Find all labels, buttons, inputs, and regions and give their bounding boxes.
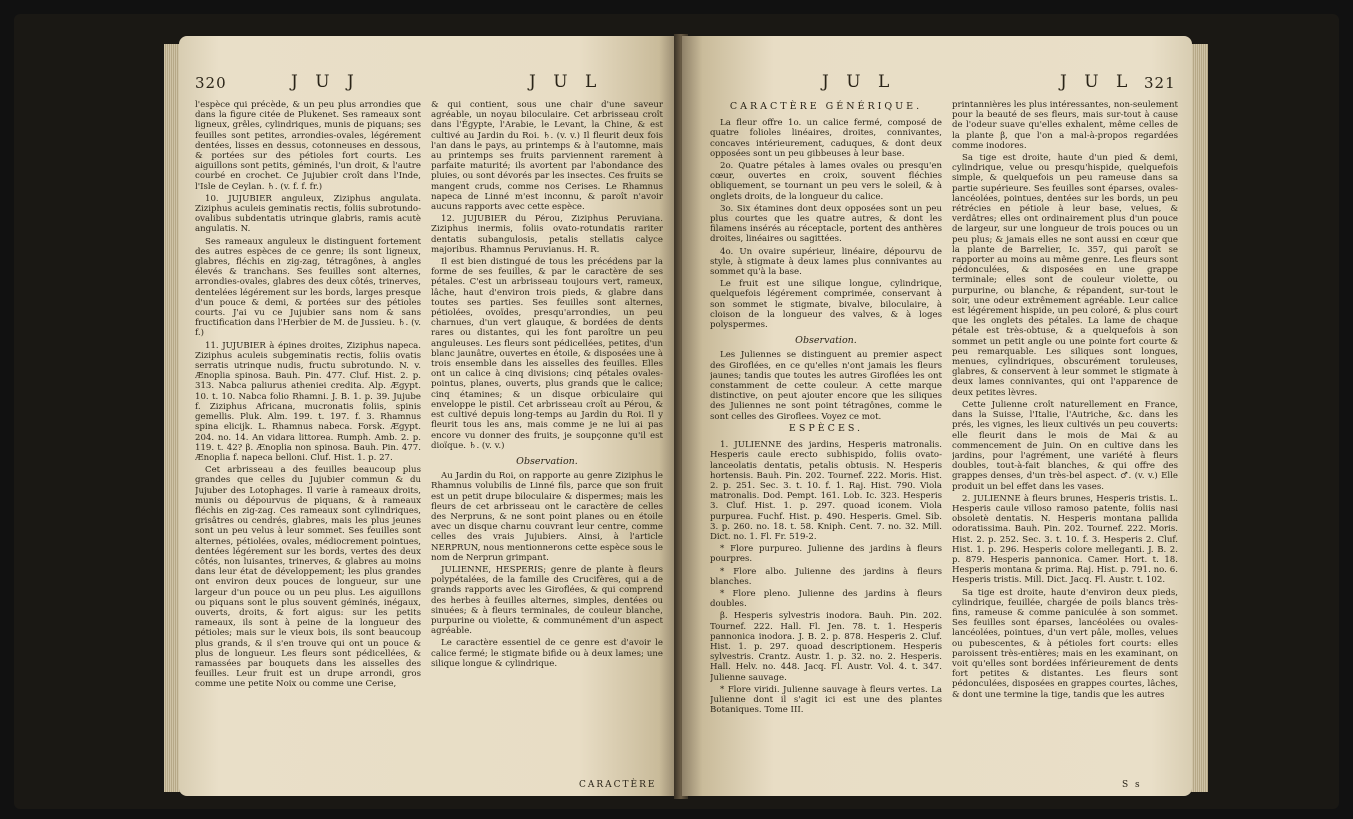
paragraph: β. Hesperis sylvestris inodora. Bauh. Pin. 202. Tournef. 222. Hall. Fl. Jen. 78. t. 1. Hesperis pannonica inodora. J. B. 2. p. 878. Hesperis 2. Cluf. Hist. 1. p. 297. quoad descriptionem. Hesperis sylvestris. Crantz. Austr. 1. p. 32. no. 2. Hesperis. Hall. Helv. no. 448. Jacq. Fl. Austr. Vol. 4. t. 347. Julienne sauvage. bbox=[710, 611, 942, 683]
left-head-left: J U J bbox=[291, 72, 360, 92]
right-head-left: J U L bbox=[822, 72, 896, 92]
paragraph: * Flore purpureo. Julienne des jardins à fleurs pourpres. bbox=[710, 544, 942, 565]
left-column-2 bbox=[431, 100, 663, 790]
paragraph: 2. JULIENNE à fleurs brunes, Hesperis tristis. L. Hesperis caule villoso ramoso patente, foliis nasi obsoletè dentatis. N. Hesperis montana pallida odoratissima. Bauh. Pin. 202. Tournef. 222. Moris. Hist. 2. p. 252. Sec. 3. t. 10. f. 3. Hesperis 2. Cluf. Hist. 1. p. 296. Hesperis colore melleganti. J. B. 2. p. 879. Hesperis pannonica. Camer. Hort. t. 18. Hesperis montana & prima. Raj. Hist. p. 791. no. 6. Hesperis tristis. Mill. Dict. Jacq. Fl. Austr. t. 102. bbox=[952, 493, 1178, 586]
left-running-head bbox=[179, 72, 679, 96]
paragraph: 11. JUJUBIER à épines droites, Ziziphus napeca. Ziziphus aculeis subgeminatis rectis, foliis ovatis serratis utrinque nudis, fructu subrotundo. N. v. Ænoplia spinosa. Bauh. Pin. 477. Cluf. Hist. 2. p. 313. Nabca paliurus atheniei credita. Alp. Ægypt. 10. t. 10. Nabca folio Rhamni. J. B. 1. p. 39. Jujube f. Ziziphus Africana, mucronatis foliis, spinis gemellis. Pluk. Alm. 199. t. 197. f. 3. Rhamnus spina elicijk. L. Rhamnus nabeca. Forsk. Ægypt. 204. no. 14. An vidara littorea. Rumph. Amb. 2. p. 119. t. 42? β. Ænoplia non spinosa. Bauh. Pin. 477. Ænoplia f. napeca belloni. Cluf. Hist. 1. p. 27. bbox=[195, 340, 421, 463]
paragraph: Cet arbrisseau a des feuilles beaucoup plus grandes que celles du Jujubier commun & du Jujuber des Lotophages. Il varie à rameaux droits, munis ou dépourvus de piquans, & à rameaux fléchis en zig-zag. Ces rameaux sont cylindriques, grisâtres ou cendrés, glabres, mais les plus jeunes sont un peu velus à leur sommet. Ses feuilles sont alternes, pétiolées, ovales, médiocrement pointues, dentées légérement sur les bords, vertes des deux côtés, non luisantes, trinerves, & glabres au moins dans leur état de développement; les plus grandes ont environ deux pouces de longueur, sur une largeur d'un pouce ou un peu plus. Les aiguillons ou piquans sont le plus souvent géminés, inégaux, ouverts, droits, & fort aigus: sur les petits rameaux, ils sont à peine de la longueur des pétioles; mais sur le vieux bois, ils sont beaucoup plus grands, & il s'en trouve qui ont un pouce & plus de longueur. Les fleurs sont pédicellées, & ramassées par bouquets dans les aisselles des feuilles. Leur fruit est un drupe arrondi, gros comme une petite Noix ou comme une Cerise, bbox=[195, 465, 421, 690]
right-column-2 bbox=[952, 100, 1178, 790]
paragraph: & qui contient, sous une chair d'une saveur agréable, un noyau biloculaire. Cet arbrisseau croît dans l'Égypte, l'Arabie, le Levant, la Chine, & est cultivé au Jardin du Roi. ♄. (v. v.) Il fleurit deux fois l'an dans le pays, au printemps & à l'automne, mais au printemps ses fruits parviennent rarement à parfaite maturité; ils avortent par l'abondance des pluies, ou sont dévorés par les insectes. Ces fruits se mangent cruds, comme nos Cerises. Le Rhamnus napeca de Linné m'est inconnu, & paroît n'avoir aucuns rapports avec cette espèce. bbox=[431, 100, 663, 213]
paragraph: Ses rameaux anguleux le distinguent fortement des autres espèces de ce genre; ils sont ligneux, glabres, fléchis en zig-zag, tétragônes, à angles élevés & tranchans. Ses feuilles sont alternes, arrondies-ovales, glabres des deux côtés, trinerves, dentelées légérement sur les bords, larges presque d'un pouce & demi, & portées sur des pétioles courts. J'ai vu ce Jujubier sans nom & sans fructification dans l'Herbier de M. de Jussieu. ♄. (v. f.) bbox=[195, 236, 421, 339]
paragraph: 4o. Un ovaire supérieur, linéaire, dépourvu de style, à stigmate à deux lames plus connivantes au sommet qu'à la base. bbox=[710, 246, 942, 278]
paragraph: La fleur offre 1o. un calice fermé, composé de quatre folioles linéaires, droites, connivantes, concaves intérieurement, caduques, & dont deux opposées sont un peu gibbeuses à leur base. bbox=[710, 118, 942, 159]
paragraph: 2o. Quatre pétales à lames ovales ou presqu'en cœur, ouvertes en croix, souvent fléchies obliquement, se tournant un peu vers le soleil, & à onglets droits, de la longueur du calice. bbox=[710, 161, 942, 202]
paragraph: Sa tige est droite, haute d'un pied & demi, cylindrique, velue ou presqu'hispide, quelquefois simple, & quelquefois un peu rameuse dans sa partie supérieure. Ses feuilles sont éparses, ovales-lancéolées, pointues, dentées sur les bords, un peu rétrécies en pétiole à leur base, velues, & verdâtres; elles ont ordinairement plus d'un pouce de largeur, sur une longueur de trois pouces ou un peu plus; & jamais elles ne sont aussi en cœur que la plante de Barrelier, Ic. 357, qui paroît se rapporter au moins au même genre. Les fleurs sont pédonculées, & disposées en une grappe terminale; elles sont de couleur violette, ou purpurine, ou blanche, & répandent, sur-tout le soir, une odeur extrêmement agréable. Leur calice est légérement hispide, un peu coloré, & plus court que les onglets des pétales. La lame de chaque pétale est très-obtuse, & a quelquefois à son sommet un petit angle ou une pointe fort courte & peu remarquable. Les siliques sont longues, menues, cylindriques, obscurément toruleuses, glabres, & conservent à leur sommet le stigmate à deux lames connivantes, qui ont l'apparence de deux petites lèvres. bbox=[952, 153, 1178, 398]
left-page-number: 320 bbox=[195, 74, 227, 92]
paragraph: * Flore albo. Julienne des jardins à fleurs blanches. bbox=[710, 566, 942, 587]
left-head-right: J U L bbox=[529, 72, 603, 92]
section-heading: ESPÈCES. bbox=[788, 422, 864, 434]
paragraph: Sa tige est droite, haute d'environ deux pieds, cylindrique, feuillée, chargée de poils blancs très-fins, rameuse & comme paniculée à son sommet. Ses feuilles sont éparses, lancéolées ou ovales-lancéolées, pointues, d'un vert pâle, molles, velues ou pubescentes, & à pétioles fort courts: elles paroissent très-entières; mais en les examinant, on voit qu'elles sont bordées inférieurement de dents fort petites & distantes. Les fleurs sont pédonculées, disposées en grappes courtes, lâches, & dont une termine la tige, tandis que les autres bbox=[952, 587, 1178, 700]
left-page bbox=[179, 36, 679, 796]
right-page-number: 321 bbox=[1144, 74, 1176, 92]
section-heading: Observation. bbox=[516, 455, 578, 467]
right-column-1 bbox=[710, 100, 942, 790]
paragraph: 3o. Six étamines dont deux opposées sont un peu plus courtes que les quatre autres, & dont les filamens insérés au réceptacle, portent des anthères droites, linéaires ou sagittées. bbox=[710, 203, 942, 245]
book bbox=[14, 14, 1339, 809]
paragraph: JULIENNE, HESPERIS; genre de plante à fleurs polypétalées, de la famille des Crucifères, qui a de grands rapports avec les Giroflées, & qui comprend des herbes à feuilles alternes, simples, dentées ou sinuées; & à fleurs terminales, de couleur blanche, purpurine ou violette, & communément d'un aspect agréable. bbox=[431, 564, 663, 637]
paragraph: printannières les plus intéressantes, non-seulement pour la beauté de ses fleurs, mais sur-tout à cause de l'odeur suave qu'elles exhalent, même celles de la plante β, que l'on a mal-à-propos regardées comme inodores. bbox=[952, 100, 1178, 151]
section-heading: CARACTÈRE GÉNÉRIQUE. bbox=[729, 101, 923, 112]
right-page bbox=[682, 36, 1192, 796]
paragraph: Il est bien distingué de tous les précédens par la forme de ses feuilles, & par le caractère de ses pétales. C'est un arbrisseau toujours vert, rameux, lâche, haut d'environ trois pieds, & glabre dans toutes ses parties. Ses feuilles sont alternes, pétiolées, ovoïdes, presqu'arrondies, un peu charnues, d'un vert glauque, & bordées de dents rares ou distantes, qui les font paroître un peu anguleuses. Les fleurs sont pédicellées, petites, d'un blanc jaunâtre, ouvertes en étoile, & disposées une à trois ensemble dans les aisselles des feuilles. Elles ont un calice à cinq divisions; cinq pétales ovales-pointus, planes, ouverts, plus grands que le calice; cinq étamines; & un disque orbiculaire qui enveloppe le pistil. Cet arbrisseau croît au Pérou, & est cultivé depuis long-temps au Jardin du Roi. Il y fleurit tous les ans, mais comme je ne lui ai pas encore vu donner des fruits, je soupçonne qu'il est dioïque. ♄. (v. v.) bbox=[431, 257, 663, 451]
left-column-1 bbox=[195, 100, 421, 790]
paragraph: Au Jardin du Roi, on rapporte au genre Ziziphus le Rhamnus volubilis de Linné fils, parce que son fruit est un petit drupe biloculaire & dispermes; mais les fleurs de cet arbrisseau ont le caractère de celles des Nerpruns, & ne sont point planes ou en étoile avec un disque charnu couvrant leur centre, comme celles des vrais Jujubiers. Ainsi, à l'article NERPRUN, nous mentionnerons cette espèce sous le nom de Nerprun grimpant. bbox=[431, 471, 663, 563]
paragraph: 12. JUJUBIER du Pérou, Ziziphus Peruviana. Ziziphus inermis, foliis ovato-rotundatis rariter dentatis subangulosis, petalis stellatis calyce majoribus. Rhamnus Peruvianus. H. R. bbox=[431, 214, 663, 255]
right-running-head bbox=[682, 72, 1192, 96]
paragraph: Le fruit est une silique longue, cylindrique, quelquefois légérement comprimée, conservant à son sommet le stigmate, bivalve, biloculaire, à cloison de la longueur des valves, & à loges polyspermes. bbox=[710, 279, 942, 331]
section-heading: Observation. bbox=[795, 335, 857, 347]
paragraph: 10. JUJUBIER anguleux, Ziziphus angulata. Ziziphus aculeis geminatis rectis, foliis subrotundo-ovalibus subdentatis utrinque glabris, ramis acutè angulatis. N. bbox=[195, 193, 421, 235]
right-head-right: J U L bbox=[1060, 72, 1134, 92]
signature-mark: S s bbox=[1122, 780, 1142, 790]
paragraph: Cette Julienne croît naturellement en France, dans la Suisse, l'Italie, l'Autriche, &c. dans les prés, les vignes, les lieux cultivés un peu couverts: elle fleurit dans le mois de Mai & au commencement de Juin. On en cultive dans les jardins, pour l'agrément, une variété à fleurs doubles, tout-à-fait blanches, & qui offre des grappes denses, d'un très-bel aspect. ♂. (v. v.) Elle produit un bel effet dans les vases. bbox=[952, 399, 1178, 492]
paragraph: 1. JULIENNE des jardins, Hesperis matronalis. Hesperis caule erecto subhispido, foliis ovato-lanceolatis dentatis, petalis obtusis. N. Hesperis hortensis. Bauh. Pin. 202. Tournef. 222. Moris. Hist. 2. p. 251. Sec. 3. t. 10. f. 1. Raj. Hist. 790. Viola matronalis. Dod. Pempt. 161. Lob. Ic. 323. Hesperis 3. Cluf. Hist. 1. p. 297. quoad iconem. Viola purpurea. Fuchf. Hist. p. 490. Hesperis. Gmel. Sib. 3. p. 260. no. 18. t. 58. Kniph. Cent. 7. no. 32. Mill. Dict. no. 1. Fl. Fr. 519-2. bbox=[710, 440, 942, 542]
catchword: CARACTÈRE bbox=[579, 780, 657, 790]
paragraph: Les Juliennes se distinguent au premier aspect des Giroflées, en ce qu'elles n'ont jamais les fleurs jaunes; tandis que toutes les autres Giroflées les ont constamment de cette couleur. A cette marque distinctive, on peut ajouter encore que les siliques des Juliennes ne sont point tétragônes, comme le sont celles des Giroflees. Voyez ce mot. bbox=[710, 350, 942, 422]
paragraph: Le caractère essentiel de ce genre est d'avoir le calice fermé; le stigmate bifide ou à deux lames; une silique longue & cylindrique. bbox=[431, 638, 663, 669]
paragraph: l'espèce qui précède, & un peu plus arrondies que dans la figure citée de Plukenet. Ses rameaux sont ligneux, grêles, cylindriques, munis de piquans; ses feuilles sont petites, arrondies-ovales, légérement dentées, lisses en dessus, cotonneuses en dessous, & portées sur des pétioles fort courts. Les aiguillons sont petits, géminés, l'un droit, & l'autre courbé en crochet. Ce Jujubier croît dans l'Inde, l'Isle de Ceylan. ♄. (v. f. f. fr.) bbox=[195, 100, 421, 192]
paragraph: * Flore pleno. Julienne des jardins à fleurs doubles. bbox=[710, 588, 942, 610]
paragraph: * Flore viridi. Julienne sauvage à fleurs vertes. La Julienne dont il s'agit ici est une des plantes Botaniques. Tome III. bbox=[710, 684, 942, 716]
page-edges-right bbox=[1190, 44, 1208, 792]
